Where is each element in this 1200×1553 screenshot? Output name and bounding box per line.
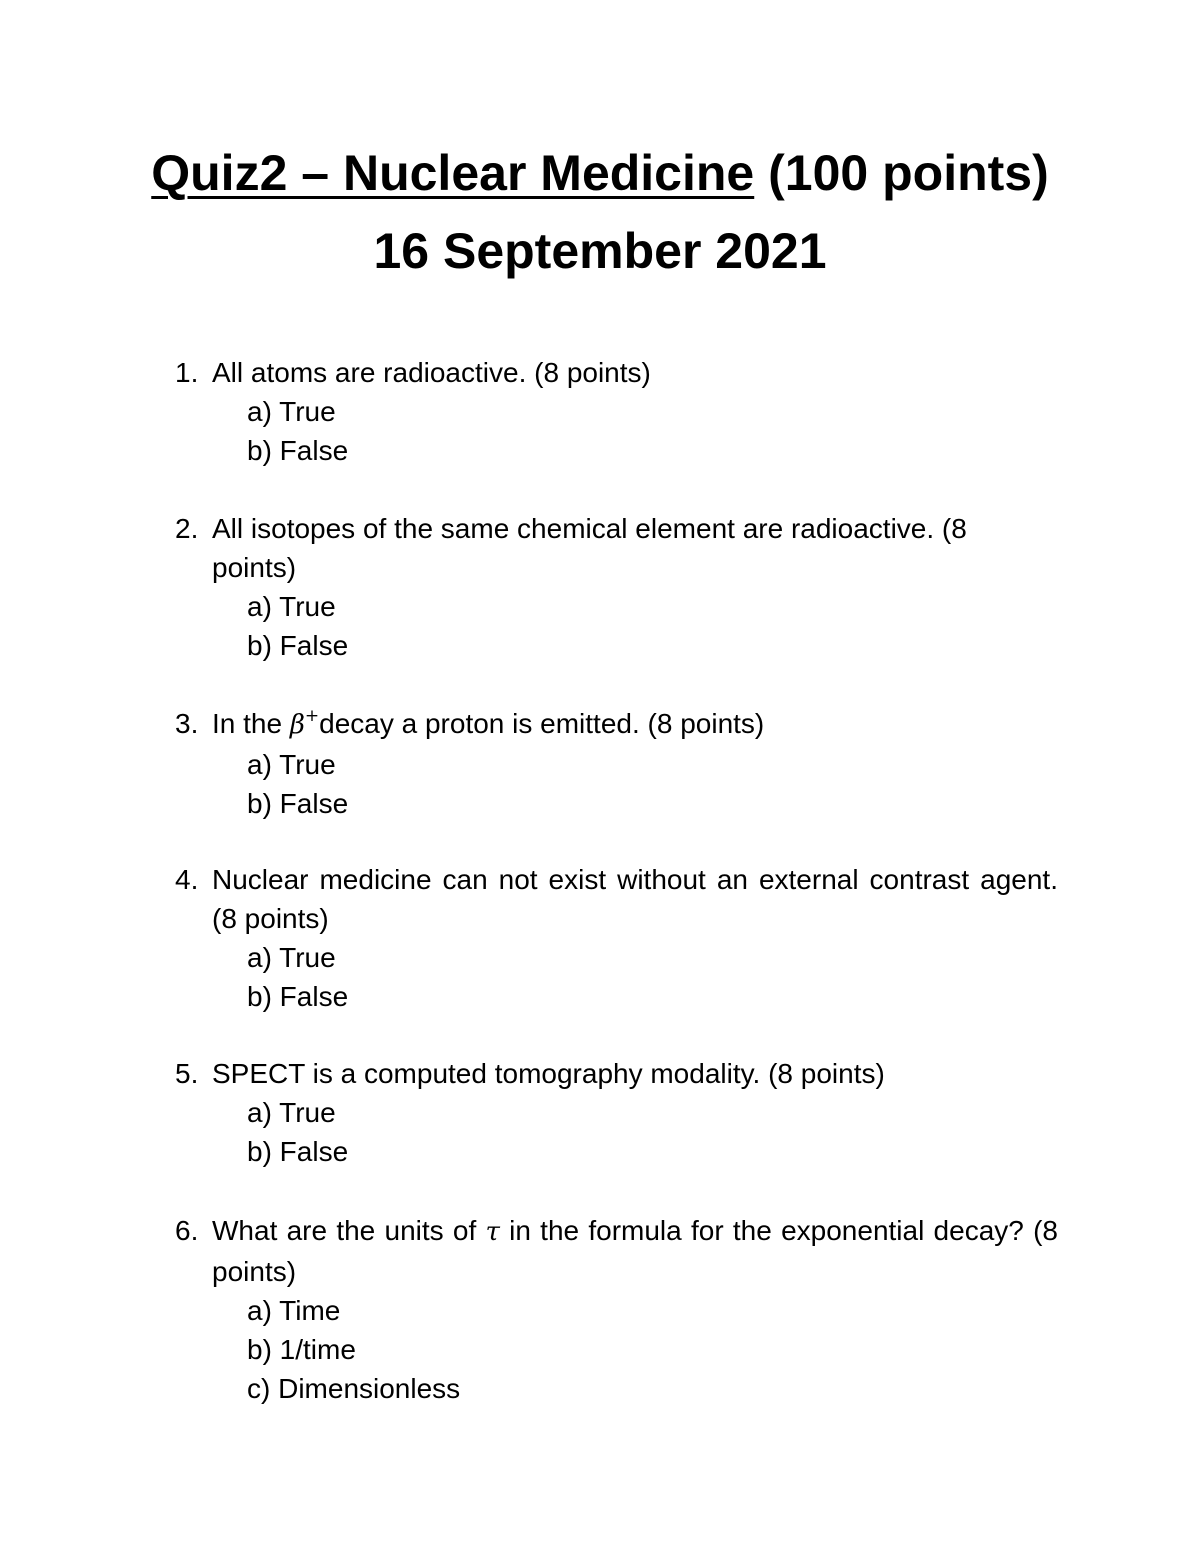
option-b: b) False bbox=[247, 788, 349, 819]
question-text-end: in the formula for the exponential decay? (8 points) bbox=[212, 1215, 1058, 1287]
option-a: a) True bbox=[247, 942, 336, 973]
question-text: All isotopes of the same chemical element are radioactive. (8 points) bbox=[212, 513, 967, 583]
question-text-start: In the bbox=[212, 708, 290, 739]
question-number: 4. bbox=[175, 864, 199, 895]
question-text: SPECT is a computed tomography modality. (8 points) bbox=[212, 1058, 885, 1089]
question-text: Nuclear medicine can not exist without an external contrast agent. (8 points) bbox=[212, 864, 1058, 934]
question-3 bbox=[175, 704, 1058, 823]
question-text-start: What are the units of bbox=[212, 1215, 486, 1246]
question-6 bbox=[175, 1211, 1058, 1408]
option-b: b) False bbox=[247, 981, 349, 1012]
option-a: a) True bbox=[247, 1097, 336, 1128]
question-number: 3. bbox=[175, 708, 199, 739]
beta-symbol: β+ bbox=[289, 706, 320, 740]
option-a: a) True bbox=[247, 396, 336, 427]
question-number: 6. bbox=[175, 1215, 199, 1246]
question-text bbox=[212, 704, 1058, 745]
question-4 bbox=[175, 860, 1058, 1016]
tau-symbol: τ bbox=[485, 1217, 500, 1247]
option-a: a) True bbox=[247, 749, 336, 780]
question-number: 5. bbox=[175, 1058, 199, 1089]
option-c: c) Dimensionless bbox=[247, 1373, 461, 1404]
question-2 bbox=[175, 509, 1058, 665]
option-a: a) Time bbox=[247, 1295, 341, 1326]
question-text bbox=[212, 1211, 1058, 1291]
option-b: b) False bbox=[247, 630, 349, 661]
option-b: b) False bbox=[247, 1136, 349, 1167]
option-a: a) True bbox=[247, 591, 336, 622]
quiz-date: 16 September 2021 bbox=[373, 223, 827, 279]
quiz-total-points: (100 points) bbox=[768, 145, 1049, 201]
question-number: 2. bbox=[175, 513, 199, 544]
question-text: All atoms are radioactive. (8 points) bbox=[212, 357, 651, 388]
quiz-title bbox=[0, 143, 1200, 203]
option-b: b) False bbox=[247, 435, 349, 466]
option-b: b) 1/time bbox=[247, 1334, 356, 1365]
question-5 bbox=[175, 1054, 1058, 1171]
question-number: 1. bbox=[175, 357, 199, 388]
question-1 bbox=[175, 353, 1058, 470]
question-text-end: decay a proton is emitted. (8 points) bbox=[319, 708, 765, 739]
quiz-name: Quiz2 – Nuclear Medicine bbox=[151, 145, 755, 201]
